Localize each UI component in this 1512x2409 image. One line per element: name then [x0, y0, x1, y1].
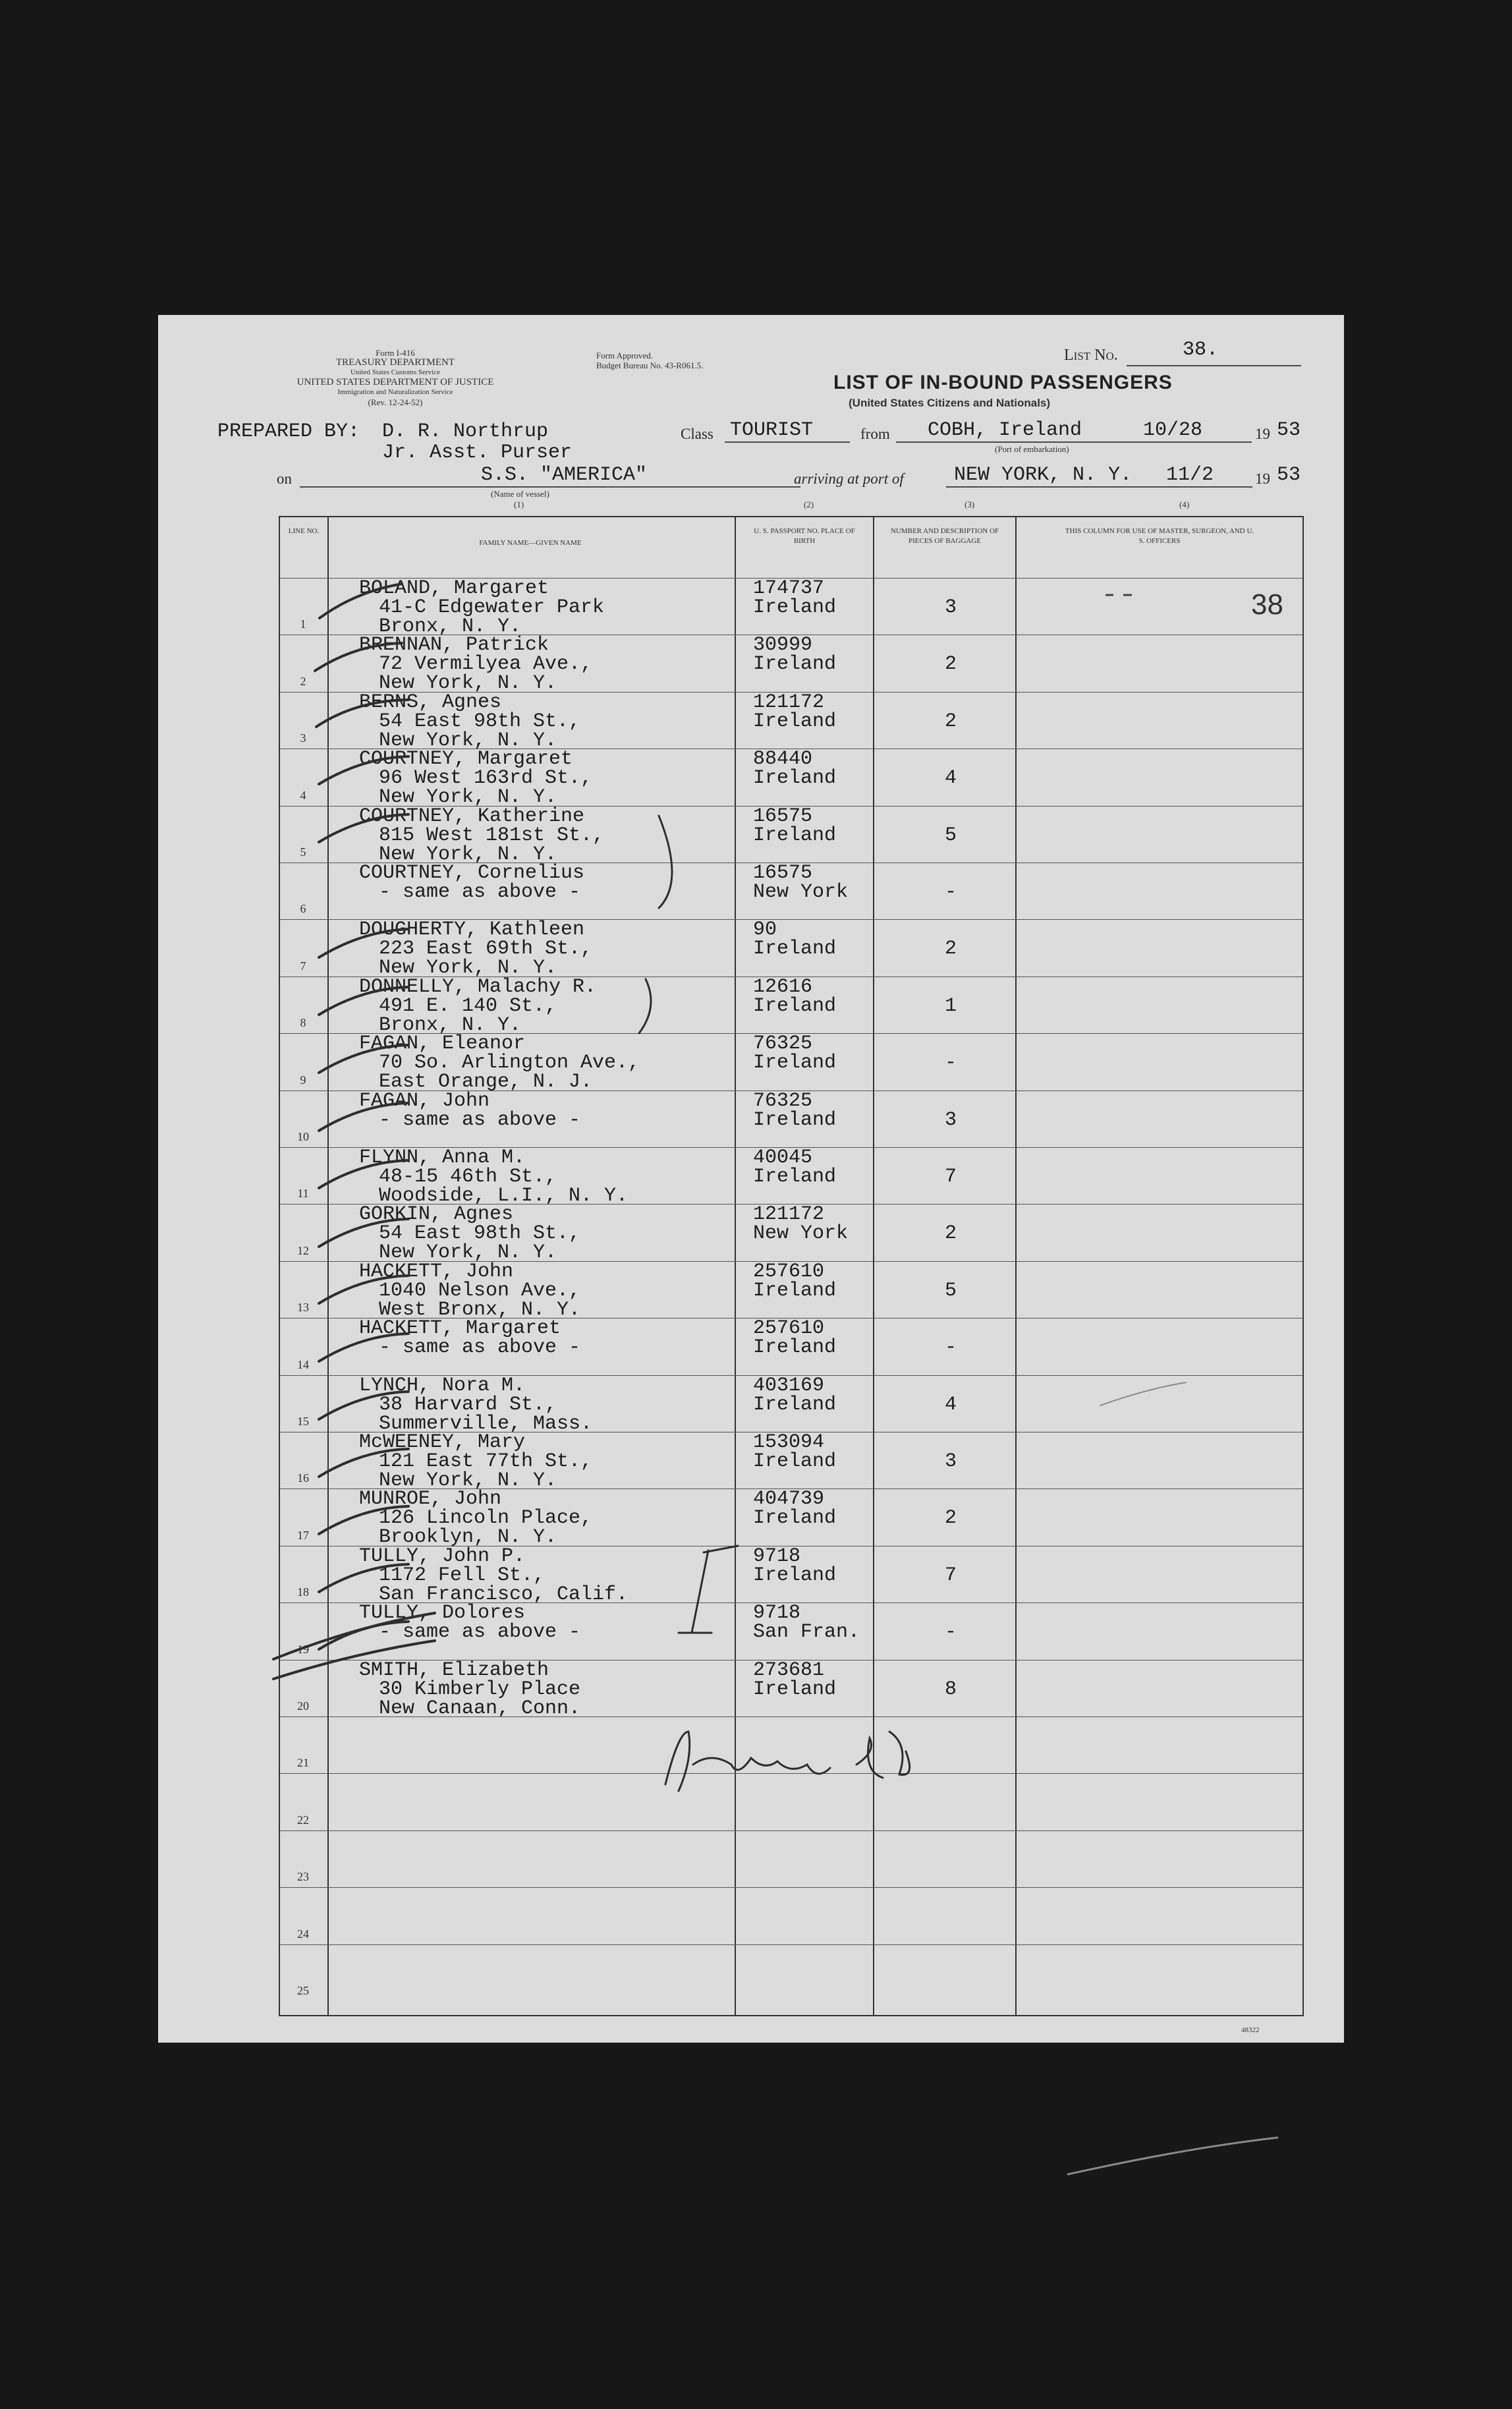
form-number: Form I-416: [376, 348, 415, 358]
table-row: [280, 577, 1302, 638]
baggage-count: 2: [944, 1507, 957, 1530]
passenger-name: FAGAN, Eleanor: [359, 1033, 526, 1056]
place-of-birth: Ireland: [753, 1052, 837, 1075]
table-row: [280, 1658, 1302, 1720]
col-num-4: (4): [1179, 499, 1190, 509]
line-number: 13: [297, 1301, 309, 1315]
baggage-count: -: [944, 1336, 957, 1359]
vessel-name: S.S. "AMERICA": [481, 464, 648, 486]
passenger-name: LYNCH, Nora M.: [359, 1374, 526, 1397]
passenger-name: GORKIN, Agnes: [359, 1203, 514, 1226]
place-of-birth: Ireland: [753, 1279, 837, 1302]
baggage-count: 4: [944, 1393, 957, 1416]
passenger-name: BRENNAN, Patrick: [359, 634, 549, 657]
passenger-name: DOUGHERTY, Kathleen: [359, 919, 585, 942]
line-number: 12: [297, 1243, 309, 1257]
customs-service: United States Customs Service: [350, 368, 440, 376]
place-of-birth: Ireland: [753, 710, 837, 733]
list-no-value: 38.: [1183, 339, 1219, 361]
on-label: on: [277, 470, 292, 487]
passenger-address: 491 E. 140 St.,: [379, 994, 557, 1017]
passenger-address: - same as above -: [379, 1621, 581, 1644]
table-row: [280, 1374, 1302, 1435]
line-number: 6: [300, 902, 306, 916]
passenger-address: 48-15 46th St.,: [379, 1166, 557, 1188]
table-row: [280, 1147, 1302, 1207]
line-number: 4: [300, 788, 306, 802]
place-of-birth: Ireland: [753, 653, 837, 676]
form-revision: (Rev. 12-24-52): [368, 397, 423, 407]
passenger-address: - same as above -: [379, 1336, 581, 1359]
col-header-baggage: NUMBER AND DESCRIPTION OF PIECES OF BAGGAGE: [890, 527, 999, 545]
line-number: 5: [300, 845, 306, 859]
passport-number: 16575: [753, 805, 813, 828]
baggage-count: 4: [944, 767, 957, 790]
baggage-count: -: [944, 881, 957, 903]
passport-number: 174737: [753, 577, 825, 600]
table-row: [280, 1773, 1302, 1830]
passenger-name: COURTNEY, Katherine: [359, 805, 585, 828]
passenger-name: McWEENEY, Mary: [359, 1431, 526, 1454]
table-row: [280, 1091, 1302, 1147]
passport-number: 121172: [753, 1203, 825, 1226]
page-title: LIST OF IN-BOUND PASSENGERS: [833, 372, 1173, 393]
table-row: [280, 1602, 1302, 1659]
baggage-count: 8: [944, 1678, 957, 1701]
line-number: 10: [297, 1129, 309, 1143]
place-of-birth: Ireland: [753, 1678, 837, 1701]
place-of-birth: San Fran.: [753, 1621, 860, 1644]
passport-number: 9718: [753, 1602, 801, 1625]
passenger-city: New York, N. Y.: [379, 957, 557, 980]
passenger-address: 38 Harvard St.,: [379, 1393, 557, 1416]
footer-code: 48322: [1241, 2026, 1260, 2034]
arriving-label: arriving at port of: [794, 470, 904, 487]
arrival-port: NEW YORK, N. Y.: [954, 464, 1133, 486]
col-header-name: FAMILY NAME—GIVEN NAME: [479, 539, 582, 547]
passenger-name: SMITH, Elizabeth: [359, 1658, 549, 1682]
place-of-birth: Ireland: [753, 1393, 837, 1416]
vessel-caption: (Name of vessel): [491, 489, 549, 499]
line-number: 23: [297, 1870, 309, 1884]
from-value: COBH, Ireland: [928, 419, 1082, 441]
passenger-address: 41-C Edgewater Park: [379, 596, 605, 619]
class-rule: [725, 441, 850, 443]
passport-number: 76325: [753, 1089, 813, 1112]
budget-bureau: Budget Bureau No. 43-R061.5.: [596, 360, 704, 370]
budget-block: [596, 351, 703, 370]
place-of-birth: Ireland: [753, 1166, 837, 1188]
table-row: [280, 1318, 1302, 1375]
passenger-address: 223 East 69th St.,: [379, 938, 593, 961]
baggage-count: 2: [944, 710, 957, 733]
passport-number: 404739: [753, 1488, 825, 1511]
line-number: 1: [300, 617, 306, 631]
passport-number: 90: [753, 919, 777, 942]
passenger-name: COURTNEY, Cornelius: [359, 862, 585, 884]
passport-number: 403169: [753, 1374, 825, 1397]
line-number: 2: [300, 674, 306, 688]
passenger-address: 54 East 98th St.,: [379, 1222, 581, 1245]
passenger-name: FLYNN, Anna M.: [359, 1147, 526, 1169]
passport-number: 273681: [753, 1658, 825, 1682]
passenger-name: BOLAND, Margaret: [359, 577, 549, 600]
passenger-address: 72 Vermilyea Ave.,: [379, 653, 593, 676]
line-number: 19: [297, 1642, 309, 1656]
passenger-city: New York, N. Y.: [379, 786, 557, 809]
passenger-name: MUNROE, John: [359, 1488, 502, 1511]
passenger-city: San Francisco, Calif.: [379, 1583, 629, 1606]
passenger-name: TULLY, John P.: [359, 1545, 526, 1568]
line-number: 25: [297, 1983, 309, 1997]
from-rule: [896, 441, 1252, 443]
passenger-city: New York, N. Y.: [379, 672, 557, 695]
passenger-city: Bronx, N. Y.: [379, 615, 522, 638]
passenger-name: COURTNEY, Margaret: [359, 748, 573, 771]
manifest-page: [158, 315, 1344, 2043]
line-number: 16: [297, 1471, 309, 1485]
embark-date: 10/28: [1143, 419, 1203, 441]
place-of-birth: Ireland: [753, 938, 837, 961]
table-row: [280, 1944, 1302, 2001]
baggage-count: 2: [944, 653, 957, 676]
ins-service: Immigration and Naturalization Service: [337, 388, 453, 396]
table-row: [280, 863, 1302, 919]
line-number: 22: [297, 1813, 309, 1827]
passenger-city: New Canaan, Conn.: [379, 1697, 581, 1720]
line-number: 24: [297, 1927, 309, 1941]
col-num-2: (2): [804, 499, 814, 509]
passenger-name: FAGAN, John: [359, 1089, 490, 1112]
passenger-table: [279, 516, 1304, 2016]
passenger-address: 1172 Fell St.,: [379, 1564, 546, 1587]
line-number: 14: [297, 1357, 309, 1371]
passenger-city: New York, N. Y.: [379, 729, 557, 752]
col-num-3: (3): [965, 499, 975, 509]
baggage-count: 2: [944, 1222, 957, 1245]
passport-number: 76325: [753, 1033, 813, 1056]
passenger-address: 30 Kimberly Place: [379, 1678, 581, 1701]
class-value: TOURIST: [730, 419, 814, 441]
table-row: [280, 1033, 1302, 1094]
page-subtitle: (United States Citizens and Nationals): [849, 397, 1051, 409]
table-row: [280, 1431, 1302, 1492]
embark-year: 53: [1277, 419, 1301, 441]
place-of-birth: Ireland: [753, 596, 837, 619]
passenger-address: 96 West 163rd St.,: [379, 767, 593, 790]
place-of-birth: New York: [753, 1222, 849, 1245]
place-of-birth: Ireland: [753, 1564, 837, 1587]
passenger-name: HACKETT, John: [359, 1260, 514, 1283]
line-number: 3: [300, 731, 306, 745]
passport-number: 153094: [753, 1431, 825, 1454]
passenger-city: Woodside, L.I., N. Y.: [379, 1185, 629, 1207]
col-header-line-no: LINE NO.: [288, 527, 320, 535]
passenger-address: 1040 Nelson Ave.,: [379, 1279, 581, 1302]
passport-number: 9718: [753, 1545, 801, 1568]
col-header-officers: THIS COLUMN FOR USE OF MASTER, SURGEON, AND U. S. OFFICERS: [1065, 527, 1254, 545]
baggage-count: 3: [944, 1450, 957, 1473]
table-row: [280, 1260, 1302, 1321]
passport-number: 88440: [753, 748, 813, 771]
list-no-rule: [1127, 365, 1301, 366]
form-id-block: [290, 348, 501, 407]
place-of-birth: Ireland: [753, 1450, 837, 1473]
baggage-count: 7: [944, 1166, 957, 1188]
table-row: [280, 1545, 1302, 1606]
passenger-city: Brooklyn, N. Y.: [379, 1526, 557, 1549]
line-number: 11: [297, 1187, 309, 1201]
passport-number: 40045: [753, 1147, 813, 1169]
place-of-birth: Ireland: [753, 1336, 837, 1359]
line-number: 17: [297, 1528, 309, 1542]
passenger-city: West Bronx, N. Y.: [379, 1298, 581, 1321]
line-number: 20: [297, 1699, 309, 1713]
passenger-address: 70 So. Arlington Ave.,: [379, 1052, 640, 1075]
place-of-birth: New York: [753, 881, 849, 903]
port-embark-caption: (Port of embarkation): [995, 444, 1069, 454]
col-num-1: (1): [514, 499, 524, 509]
prepared-by-title: Jr. Asst. Purser: [382, 441, 573, 464]
baggage-count: 5: [944, 824, 957, 847]
place-of-birth: Ireland: [753, 1507, 837, 1530]
passenger-address: 121 East 77th St.,: [379, 1450, 593, 1473]
passport-number: 257610: [753, 1317, 825, 1340]
passenger-city: New York, N. Y.: [379, 1241, 557, 1264]
baggage-count: 3: [944, 1108, 957, 1131]
baggage-count: -: [944, 1621, 957, 1644]
line-number: 15: [297, 1414, 309, 1428]
passenger-city: New York, N. Y.: [379, 1469, 557, 1492]
justice-dept: UNITED STATES DEPARTMENT OF JUSTICE: [296, 377, 494, 387]
table-row: [280, 1887, 1302, 1944]
passenger-name: HACKETT, Margaret: [359, 1317, 561, 1340]
place-of-birth: Ireland: [753, 1108, 837, 1131]
passenger-address: - same as above -: [379, 1108, 581, 1131]
table-row: [280, 919, 1302, 980]
list-no-label: List No.: [1064, 347, 1118, 364]
passenger-name: TULLY, Dolores: [359, 1602, 526, 1625]
passenger-name: DONNELLY, Malachy R.: [359, 975, 597, 998]
officer-mark: 38: [1251, 588, 1283, 621]
table-row: [280, 805, 1302, 866]
table-row: [280, 1830, 1302, 1887]
arrival-date: 11/2: [1166, 464, 1214, 486]
col-header-passport: U. S. PASSPORT NO. PLACE OF BIRTH: [754, 527, 855, 545]
arrival-year: 53: [1277, 464, 1301, 486]
place-of-birth: Ireland: [753, 994, 837, 1017]
passport-number: 257610: [753, 1260, 825, 1283]
passenger-name: BERNS, Agnes: [359, 691, 502, 714]
vessel-rule: [300, 486, 800, 488]
passport-number: 121172: [753, 691, 825, 714]
table-row: [280, 975, 1302, 1036]
passenger-city: Bronx, N. Y.: [379, 1013, 522, 1036]
treasury-dept: TREASURY DEPARTMENT: [335, 357, 455, 368]
place-of-birth: Ireland: [753, 767, 837, 790]
arrival-rule: [946, 486, 1252, 488]
passport-number: 12616: [753, 975, 813, 998]
passenger-city: Summerville, Mass.: [379, 1412, 593, 1435]
from-label: from: [860, 426, 890, 442]
form-approved: Form Approved.: [596, 351, 653, 360]
baggage-count: 1: [944, 994, 957, 1017]
table-row: [280, 634, 1302, 695]
table-row: [280, 1716, 1302, 1773]
passenger-address: - same as above -: [379, 881, 581, 903]
passport-number: 30999: [753, 634, 813, 657]
line-number: 7: [300, 959, 306, 973]
passenger-address: 126 Lincoln Place,: [379, 1507, 593, 1530]
passenger-address: 54 East 98th St.,: [379, 710, 581, 733]
passport-number: 16575: [753, 862, 813, 884]
line-number: 18: [297, 1585, 309, 1599]
class-label: Class: [681, 426, 714, 442]
arrival-year-prefix: 19: [1255, 470, 1270, 487]
table-row: [280, 1203, 1302, 1264]
line-number: 8: [300, 1016, 306, 1030]
line-number: 9: [300, 1073, 306, 1087]
embark-year-prefix: 19: [1255, 426, 1270, 442]
line-number: 21: [297, 1756, 309, 1770]
table-row: [280, 1488, 1302, 1549]
passenger-city: New York, N. Y.: [379, 843, 557, 866]
baggage-count: 5: [944, 1279, 957, 1302]
passenger-address: 815 West 181st St.,: [379, 824, 605, 847]
place-of-birth: Ireland: [753, 824, 837, 847]
table-row: [280, 748, 1302, 809]
prepared-by-name: D. R. Northrup: [382, 420, 549, 443]
baggage-count: 2: [944, 938, 957, 961]
prepared-by-label: PREPARED BY:: [217, 420, 360, 443]
table-row: [280, 691, 1302, 752]
baggage-count: 7: [944, 1564, 957, 1587]
baggage-count: -: [944, 1052, 957, 1075]
passenger-city: East Orange, N. J.: [379, 1071, 593, 1094]
baggage-count: 3: [944, 596, 957, 619]
